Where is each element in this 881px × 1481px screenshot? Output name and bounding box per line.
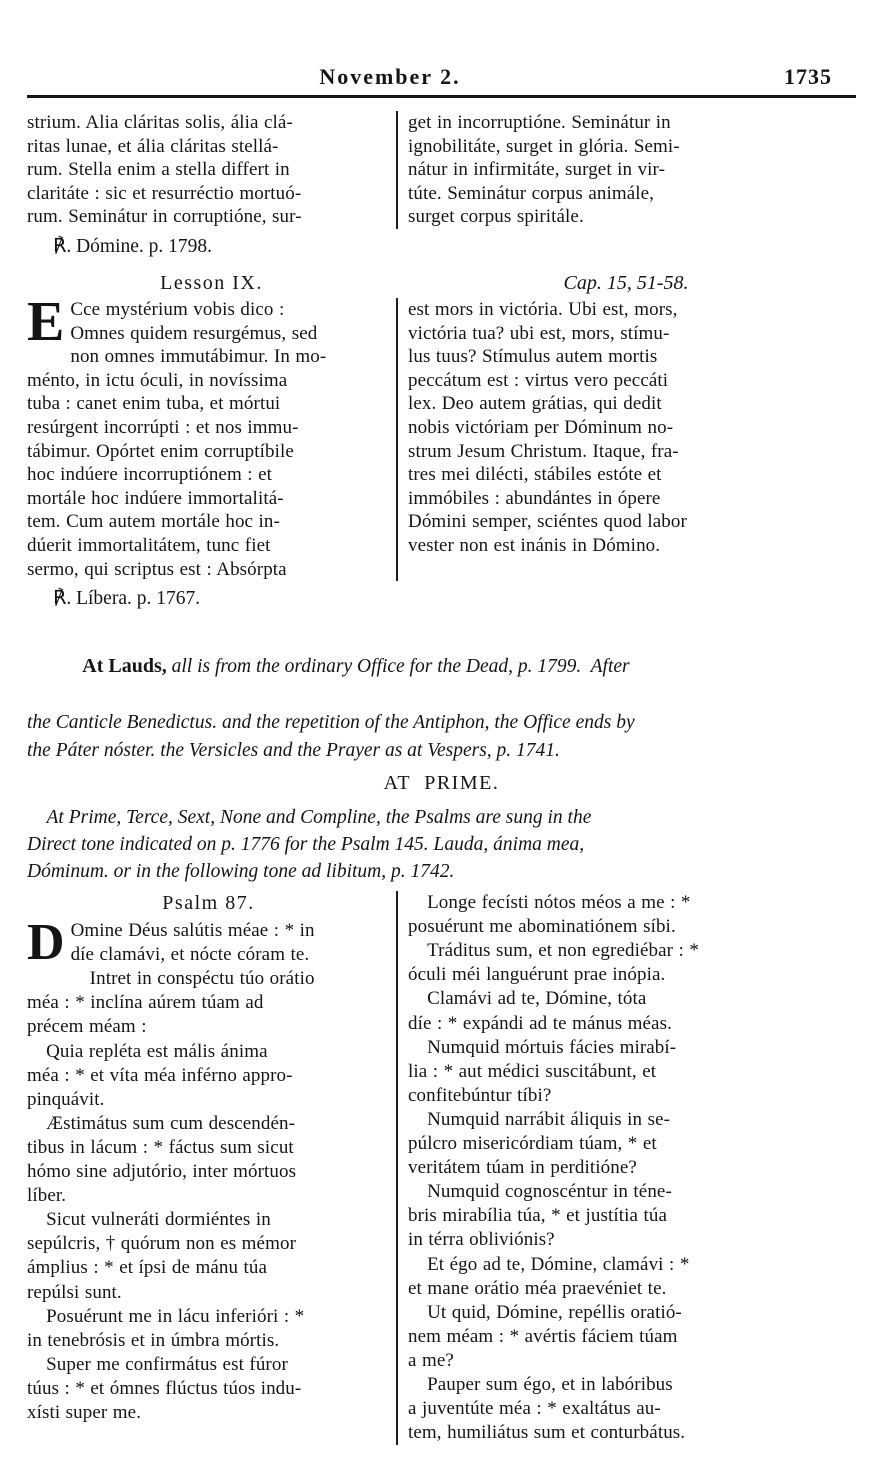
psalm-verse-line: a me?	[408, 1349, 454, 1371]
text-line: tres mei dilécti, stábiles estóte et	[408, 464, 662, 486]
psalm-verse-line: Numquid mórtuis fácies mirabí-	[408, 1036, 677, 1058]
text-line: nátur in infirmitáte, surget in vir-	[408, 159, 666, 181]
text-line: dúerit immortalitátem, tunc fiet	[27, 534, 271, 556]
left-column	[27, 290, 396, 581]
text-line: mortále hoc indúere immortalitá-	[27, 487, 284, 509]
psalm-verse-line: Clamávi ad te, Dómine, tóta	[408, 988, 647, 1010]
psalm-verse-line: précem méam :	[27, 1016, 147, 1038]
psalm-verse-line: posuérunt me abominatiónem síbi.	[408, 916, 676, 938]
text-line: Dómini semper, sciéntes quod labor	[408, 511, 687, 533]
left-column-lines	[27, 914, 390, 1425]
text-line: rum. Seminátur in corruptióne, sur-	[27, 206, 302, 228]
right-column	[398, 298, 856, 581]
psalm-verse-line: méa : * et víta méa inférno appro-	[27, 1064, 293, 1086]
psalm-verse-line: Æstimátus sum cum descendén-	[27, 1112, 296, 1134]
rubric-text: all is from the ordinary Office for the Dead, p. 1799. After	[166, 656, 630, 678]
text-line: Omnes quidem resurgémus, sed	[70, 322, 318, 344]
psalm-verse-line: óculi méi languérunt prae inópia.	[408, 964, 666, 986]
text-line: lus tuus? Stímulus autem mortis	[408, 346, 658, 368]
text-line: strium. Alia cláritas solis, ália clá-	[27, 112, 293, 133]
text-line: non omnes immutábimur. In mo-	[70, 346, 327, 368]
page-number: 1735	[784, 64, 832, 89]
psalm-verse-line: repúlsi sunt.	[27, 1281, 122, 1303]
responsory-reference-domine: ℟. Dómine. p. 1798.	[53, 235, 213, 257]
lesson-heading-row	[27, 271, 856, 295]
drop-cap-d: D	[27, 914, 65, 972]
rubric-line: At Prime, Terce, Sext, None and Compline, the Psalms are sung in the	[27, 807, 592, 829]
text-line: vester non est inánis in Dómino.	[408, 534, 661, 556]
text-line: hoc indúere incorruptiónem : et	[27, 464, 273, 486]
text-line: est mors in victória. Ubi est, mors,	[408, 298, 678, 320]
text-line: rum. Stella enim a stella differt in	[27, 159, 290, 181]
rubric-line: Dóminum. or in the following tone ad libitum, p. 1742.	[27, 861, 455, 883]
text-line: nobis victóriam per Dóminum no-	[408, 416, 674, 438]
header-date: November 2.	[319, 64, 461, 89]
psalm-verse-line: xísti super me.	[27, 1401, 142, 1423]
rubric-line	[27, 624, 856, 709]
text-line: tuba : canet enim tuba, et mórtui	[27, 393, 281, 415]
psalm-verse-line: tem, humiliátus sum et conturbátus.	[408, 1422, 686, 1444]
text-line: tem. Cum autem mortále hoc in-	[27, 511, 280, 533]
at-prime-heading: AT PRIME.	[383, 772, 500, 795]
rubric-line: the Canticle Benedictus. and the repetition of the Antiphon, the Office ends by	[27, 712, 635, 734]
psalm-verse-line: a juventúte méa : * exaltátus au-	[408, 1398, 661, 1420]
psalm-verse-line: Intret in conspéctu túo orátio	[70, 968, 315, 990]
rubric-line: Direct tone indicated on p. 1776 for the Psalm 145. Lauda, ánima mea,	[27, 834, 585, 856]
psalm-verse-line: Numquid narrábit áliquis in se-	[408, 1108, 671, 1130]
psalm-verse-line: líber.	[27, 1185, 67, 1207]
right-column	[398, 111, 856, 229]
lesson-heading: Lesson IX.	[160, 271, 263, 294]
psalm-verse-line: pinquávit.	[27, 1088, 105, 1110]
psalm-verse-line: Numquid cognoscéntur in téne-	[408, 1181, 672, 1203]
psalm-verse-line: Et égo ad te, Dómine, clamávi : *	[408, 1253, 690, 1275]
psalm-verse-line: Posuérunt me in lácu inferióri : *	[27, 1305, 305, 1327]
prime-rubric	[27, 804, 856, 885]
text-line: surget corpus spiritále.	[408, 206, 584, 228]
drop-cap-e: E	[27, 290, 65, 353]
prime-rubric-lines	[27, 804, 856, 885]
text-line: sermo, qui scriptus est : Absórpta	[27, 558, 287, 580]
text-line: victória tua? ubi est, mors, stímu-	[408, 322, 670, 344]
text-line: lex. Deo autem grátias, qui dedit	[408, 393, 662, 415]
psalm-verse-line: Quia repléta est mális ánima	[27, 1040, 268, 1062]
psalm-verse-line: nem méam : * avértis fáciem túam	[408, 1325, 678, 1347]
psalm-verse-line: Omine Déus salútis méae : * in	[70, 920, 315, 942]
psalm-87-section	[27, 891, 856, 1445]
rubric-line: the Páter nóster. the Versicles and the Prayer as at Vespers, p. 1741.	[27, 740, 560, 762]
psalm-heading: Psalm 87.	[162, 892, 255, 915]
text-line: túte. Seminátur corpus animále,	[408, 182, 655, 204]
responsory-continuation-section	[27, 111, 856, 229]
text-line: get in incorruptióne. Seminátur in	[408, 112, 671, 133]
psalm-verse-line: hómo sine adjutório, inter mórtuos	[27, 1161, 297, 1183]
left-column-lines	[27, 290, 390, 581]
text-line: Cce mystérium vobis dico :	[70, 298, 285, 320]
psalm-verse-line: ámplius : * et ípsi de mánu túa	[27, 1257, 268, 1279]
text-line: resúrgent incorrúpti : et nos immu-	[27, 416, 299, 438]
text-line: ignobilitáte, surget in glória. Semi-	[408, 135, 680, 157]
psalm-verse-line: lia : * aut médici suscitábunt, et	[408, 1060, 657, 1082]
psalm-verse-line: tibus in lácum : * fáctus sum sicut	[27, 1136, 294, 1158]
left-column	[27, 111, 396, 229]
psalm-verse-line: Super me confirmátus est fúror	[27, 1353, 288, 1375]
left-column	[27, 891, 396, 1445]
book-page	[0, 64, 881, 1481]
psalm-verse-line: túus : * et ómnes flúctus túos indu-	[27, 1377, 302, 1399]
lauds-rubric	[27, 624, 856, 765]
psalm-verse-line: in térra obliviónis?	[408, 1229, 555, 1251]
text-line: immóbiles : abundántes in ópere	[408, 487, 661, 509]
right-column	[398, 891, 856, 1445]
psalm-verse-line: sepúlcris, † quórum non es mémor	[27, 1233, 296, 1255]
psalm-verse-line: veritátem túam in perditióne?	[408, 1157, 637, 1179]
psalm-verse-line: Longe fecísti nótos méos a me : *	[408, 892, 691, 914]
right-column-lines	[408, 891, 856, 1445]
psalm-verse-line: díe clamávi, et nócte córam te.	[70, 944, 310, 966]
responsory-reference-libera: ℟. Líbera. p. 1767.	[53, 588, 201, 610]
right-column-lines	[408, 298, 856, 558]
text-line: peccátum est : virtus vero peccáti	[408, 369, 669, 391]
psalm-verse-line: Pauper sum égo, et in labóribus	[408, 1373, 673, 1395]
left-column-lines	[27, 111, 390, 229]
psalm-verse-line: Ut quid, Dómine, repéllis oratió-	[408, 1301, 682, 1323]
chapter-reference: Cap. 15, 51-58.	[563, 271, 689, 294]
psalm-verse-line: Tráditus sum, et non egrediébar : *	[408, 940, 699, 962]
psalm-verse-line: in tenebrósis et in úmbra mórtis.	[27, 1329, 280, 1351]
header-rule	[27, 95, 856, 98]
text-line: ménto, in ictu óculi, in novíssima	[27, 369, 288, 391]
lauds-rubric-lines	[27, 709, 856, 765]
psalm-verse-line: confitebúntur tíbi?	[408, 1084, 552, 1106]
psalm-verse-line: méa : * inclína aúrem túam ad	[27, 992, 264, 1014]
text-line: strum Jesum Christum. Itaque, fra-	[408, 440, 679, 462]
psalm-verse-line: díe : * expándi ad te mánus méas.	[408, 1012, 672, 1034]
page-header	[27, 64, 856, 92]
text-line: claritáte : sic et resurréctio mortuó-	[27, 182, 302, 204]
text-line: tábimur. Opórtet enim corruptíbile	[27, 440, 294, 462]
psalm-verse-line: púlcro misericórdiam túam, * et	[408, 1133, 657, 1155]
psalm-verse-line: bris mirabília túa, * et justítia túa	[408, 1205, 667, 1227]
lesson-section	[27, 290, 856, 581]
lauds-label: At Lauds,	[82, 655, 167, 678]
psalm-verse-line: Sicut vulneráti dormiéntes in	[27, 1209, 271, 1231]
right-column-lines	[408, 111, 856, 229]
psalm-verse-line: et mane orátio méa praevéniet te.	[408, 1277, 667, 1299]
text-line: ritas lunae, et ália cláritas stellá-	[27, 135, 279, 157]
